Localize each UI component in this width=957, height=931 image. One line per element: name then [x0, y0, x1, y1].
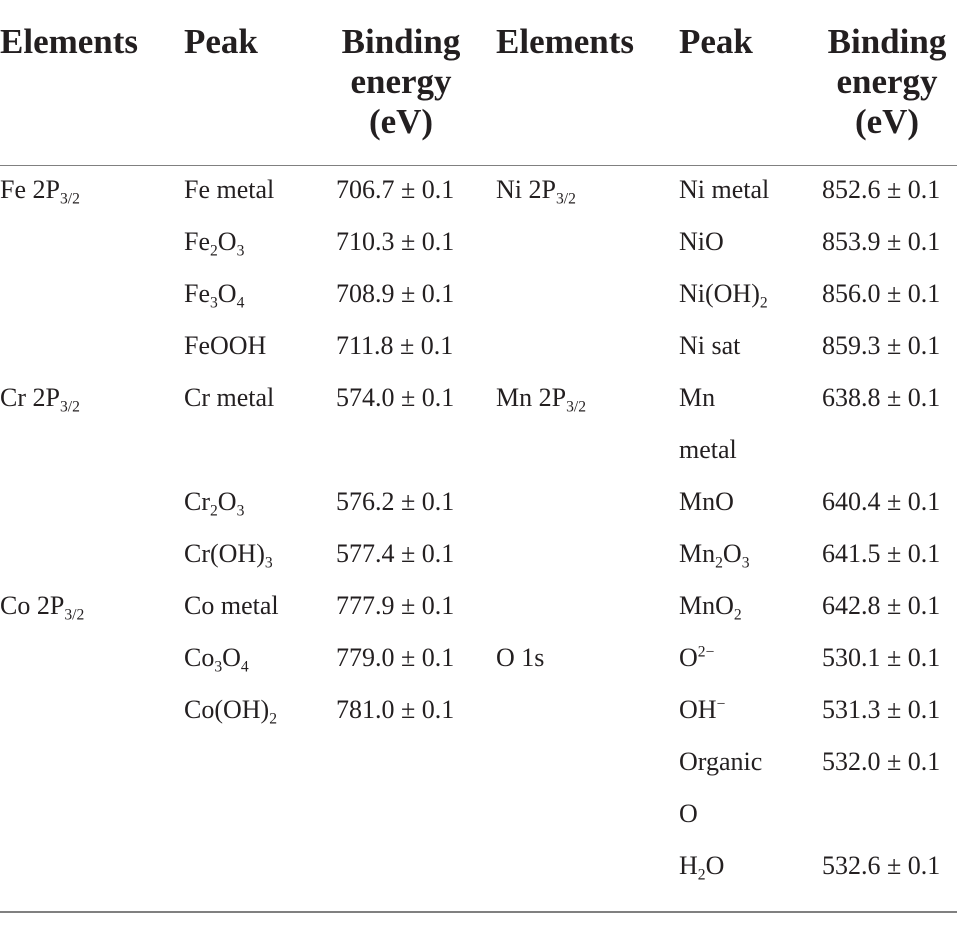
be-ni-metal: 852.6 ± 0.1 — [822, 175, 941, 204]
peak-mno: MnO — [679, 487, 734, 516]
peak-o2minus: $O^{2-}$ — [679, 643, 715, 672]
header-peak-right: Peak — [679, 22, 753, 61]
element-ni: Ni $2P_{3/2}$ — [496, 175, 576, 208]
element-mn: Mn $2P_{3/2}$ — [496, 383, 587, 416]
peak-ni-sat: Ni sat — [679, 331, 741, 360]
footer-divider — [0, 911, 957, 913]
peak-fe2o3: $Fe_2O_3$ — [184, 227, 245, 260]
be-organic-o: 532.0 ± 0.1 — [822, 747, 941, 776]
be-o2minus: 530.1 ± 0.1 — [822, 643, 941, 672]
be-fe-metal: 706.7 ± 0.1 — [336, 175, 455, 204]
peak-h2o: $H_2O$ — [679, 851, 725, 884]
header-binding-right-2: energy — [836, 62, 938, 101]
peak-co3o4: $Co_3O_4$ — [184, 643, 249, 676]
peak-mn2o3: $Mn_2O_3$ — [679, 539, 750, 572]
header-binding-left-1: Binding — [341, 22, 461, 61]
be-h2o: 532.6 ± 0.1 — [822, 851, 941, 880]
peak-cr-metal: Cr metal — [184, 383, 275, 412]
be-cr2o3: 576.2 ± 0.1 — [336, 487, 455, 516]
peak-ohminus: OH− — [679, 695, 726, 724]
peak-cr2o3: $Cr_2O_3$ — [184, 487, 245, 520]
peak-fe-metal: Fe metal — [184, 175, 275, 204]
peak-croh3: $Cr(OH)_3$ — [184, 539, 273, 572]
header-binding-right-3: (eV) — [854, 102, 920, 141]
peak-ni-metal: Ni metal — [679, 175, 770, 204]
peak-mn-metal-line1: Mn — [679, 383, 716, 412]
be-co-metal: 777.9 ± 0.1 — [336, 591, 455, 620]
header-elements-right: Elements — [496, 22, 635, 61]
peak-organic-o-line1: Organic — [679, 747, 763, 776]
be-cr-metal: 574.0 ± 0.1 — [336, 383, 455, 412]
be-croh3: 577.4 ± 0.1 — [336, 539, 455, 568]
header-peak-left: Peak — [184, 22, 258, 61]
header-binding-right-1: Binding — [827, 22, 947, 61]
peak-co-metal: Co metal — [184, 591, 279, 620]
be-mno: 640.4 ± 0.1 — [822, 487, 941, 516]
be-mn2o3: 641.5 ± 0.1 — [822, 539, 941, 568]
peak-nio: NiO — [679, 227, 724, 256]
be-ohminus: 531.3 ± 0.1 — [822, 695, 941, 724]
be-nio: 853.9 ± 0.1 — [822, 227, 941, 256]
peak-feooh: FeOOH — [184, 331, 267, 360]
peak-cooh2: $Co(OH)_2$ — [184, 695, 278, 728]
peak-nioh2: $Ni(OH)_2$ — [679, 279, 768, 312]
peak-mno2: MnO$_2$ — [679, 591, 742, 624]
element-fe: Fe $2P_{3/2}$ — [0, 175, 80, 208]
peak-organic-o-line2: O — [679, 799, 698, 828]
be-feooh: 711.8 ± 0.1 — [336, 331, 454, 360]
header-binding-left-3: (eV) — [368, 102, 434, 141]
header-binding-left-2: energy — [350, 62, 452, 101]
element-o: O 1s — [496, 643, 545, 672]
header-divider — [0, 165, 957, 166]
be-fe2o3: 710.3 ± 0.1 — [336, 227, 455, 256]
be-ni-sat: 859.3 ± 0.1 — [822, 331, 941, 360]
be-nioh2: 856.0 ± 0.1 — [822, 279, 941, 308]
be-co3o4: 779.0 ± 0.1 — [336, 643, 455, 672]
element-co: Co $2P_{3/2}$ — [0, 591, 85, 624]
be-cooh2: 781.0 ± 0.1 — [336, 695, 455, 724]
header-elements-left: Elements — [0, 22, 139, 61]
peak-fe3o4: $Fe_3O_4$ — [184, 279, 245, 312]
be-mno2: 642.8 ± 0.1 — [822, 591, 941, 620]
peak-mn-metal-line2: metal — [679, 435, 737, 464]
be-mn-metal: 638.8 ± 0.1 — [822, 383, 941, 412]
element-cr: Cr $2P_{3/2}$ — [0, 383, 80, 416]
be-fe3o4: 708.9 ± 0.1 — [336, 279, 455, 308]
